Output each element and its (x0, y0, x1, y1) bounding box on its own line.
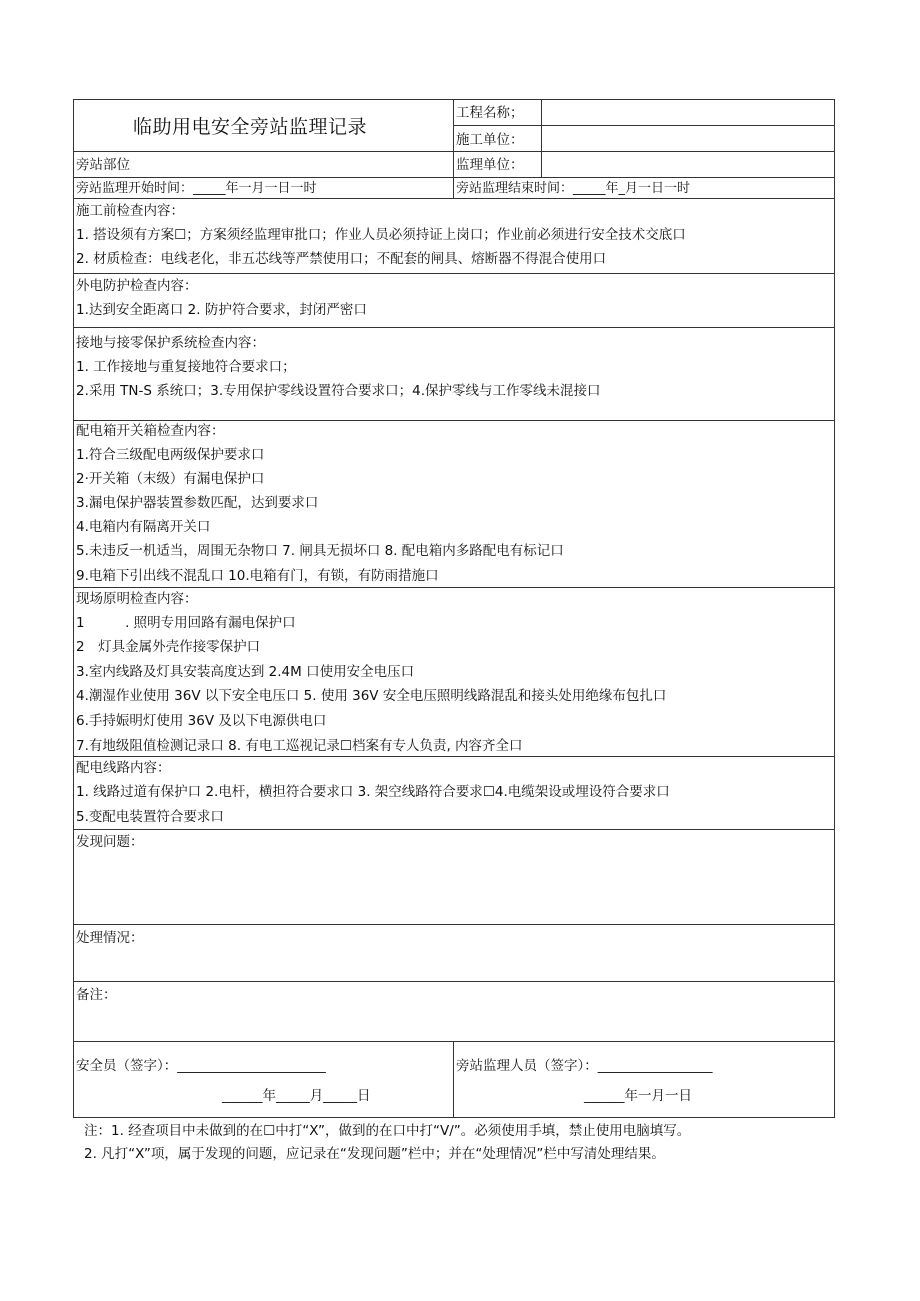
row-divider (73, 420, 835, 421)
checklist-line: 6.手持娠明灯使用 36V 及以下电源供电口 (76, 713, 327, 729)
project-name-label: 工程名称； (456, 105, 524, 121)
end-time: 旁站监理结束时间：_____年_月一日一时 (456, 181, 691, 196)
checklist-line: 1 . 照明专用回路有漏电保护口 (76, 615, 296, 631)
remarks-heading: 备注： (76, 987, 117, 1003)
column-divider (453, 1041, 454, 1118)
row-divider (73, 177, 835, 178)
row-divider (73, 924, 835, 925)
section-heading: 现场原明检查内容： (76, 591, 198, 607)
footnote: 注：1. 经查项目中未做到的在☐中打“X”，做到的在口中打“V/”。必须使用手填，禁止使用电脑填写。 (84, 1123, 691, 1139)
supervisor-unit-label: 监理单位： (456, 157, 524, 173)
row-divider (73, 829, 835, 830)
checklist-line: 1. 搭设须有方案☐；方案须经监理审批口；作业人员必须持证上岗口；作业前必须进行安全技术交底口 (76, 227, 686, 243)
document-title: 临助用电安全旁站监理记录 (133, 116, 368, 138)
checklist-line: 1. 工作接地与重复接地符合要求口； (76, 359, 296, 375)
checklist-line: 4.潮湿作业使用 36V 以下安全电压口 5. 使用 36V 安全电压照明线路混乱和接头处用绝缘布包扎口 (76, 688, 667, 704)
section-heading: 接地与接零保护系统检查内容： (76, 335, 265, 351)
checklist-line: 1.符合三级配电两级保护要求口 (76, 447, 265, 463)
section-heading: 配电线路内容： (76, 760, 171, 776)
row-divider (73, 273, 835, 274)
start-time: 旁站监理开始时间：_____年一月一日一时 (76, 181, 317, 196)
handling-field[interactable] (76, 948, 831, 978)
contractor-label: 施工单位： (456, 132, 524, 148)
handling-heading: 处理情况： (76, 930, 144, 946)
row-divider (73, 151, 835, 152)
safety-officer-date[interactable]: ______年_____月_____日 (222, 1088, 371, 1104)
checklist-line: 7.有地级阻值检测记录口 8. 有电工巡视记录☐档案有专人负责, 内容齐全口 (76, 738, 523, 754)
problems-field[interactable] (76, 852, 831, 920)
project-name-field[interactable] (545, 102, 831, 122)
section-heading: 配电箱开关箱检查内容： (76, 423, 225, 439)
checklist-line: 9.电箱下引出线不混乱口 10.电箱有门，有锁，有防雨措施口 (76, 568, 439, 584)
checklist-line: 2·开关箱（末级）有漏电保护口 (76, 471, 265, 487)
row-divider (73, 756, 835, 757)
checklist-line: 1. 线路过道有保护口 2.电杆，横担符合要求口 3. 架空线路符合要求☐4.电缆架设或埋设符合要求口 (76, 784, 670, 800)
location-label: 旁站部位 (76, 157, 130, 173)
checklist-line: 3.室内线路及灯具安装高度达到 2.4M 口使用安全电压口 (76, 664, 415, 680)
row-divider (453, 125, 835, 126)
checklist-line: 1.达到安全距离口 2. 防护符合要求，封闭严密口 (76, 302, 367, 318)
section-heading: 外电防护检查内容： (76, 278, 198, 294)
row-divider (73, 587, 835, 588)
supervisor-date[interactable]: ______年一月一日 (584, 1088, 692, 1104)
supervisor-unit-field[interactable] (545, 154, 831, 174)
checklist-line: 4.电箱内有隔离开关口 (76, 519, 211, 535)
row-divider (73, 198, 835, 199)
checklist-line: 2 灯具金属外壳作接零保护口 (76, 639, 261, 655)
checklist-line: 3.漏电保护器装置参数匹配，达到要求口 (76, 495, 319, 511)
safety-officer-signature[interactable]: 安全员（签字）：______________________ (76, 1058, 326, 1074)
column-divider (453, 99, 454, 198)
contractor-field[interactable] (545, 128, 831, 148)
column-divider (541, 99, 542, 177)
checklist-line: 5.未违反一机适当，周围无杂物口 7. 闸具无损坏口 8. 配电箱内多路配电有标记口 (76, 543, 564, 559)
row-divider (73, 981, 835, 982)
problems-heading: 发现问题： (76, 834, 144, 850)
supervisor-signature[interactable]: 旁站监理人员（签字）：_________________ (456, 1058, 713, 1074)
checklist-line: 2.采用 TN-S 系统口；3.专用保护零线设置符合要求口；4.保护零线与工作零线未混接口 (76, 383, 601, 399)
checklist-line: 2. 材质检查：电线老化，非五芯线等严禁使用口；不配套的闸具、熔断器不得混合使用口 (76, 251, 607, 267)
row-divider (73, 327, 835, 328)
remarks-field[interactable] (76, 1005, 831, 1038)
section-heading: 施工前检查内容： (76, 203, 184, 219)
checklist-line: 5.变配电装置符合要求口 (76, 809, 224, 825)
footnote: 2. 凡打“X”项，属于发现的问题，应记录在“发现问题”栏中；并在“处理情况”栏中写清处理结果。 (84, 1146, 665, 1162)
row-divider (73, 1041, 835, 1042)
